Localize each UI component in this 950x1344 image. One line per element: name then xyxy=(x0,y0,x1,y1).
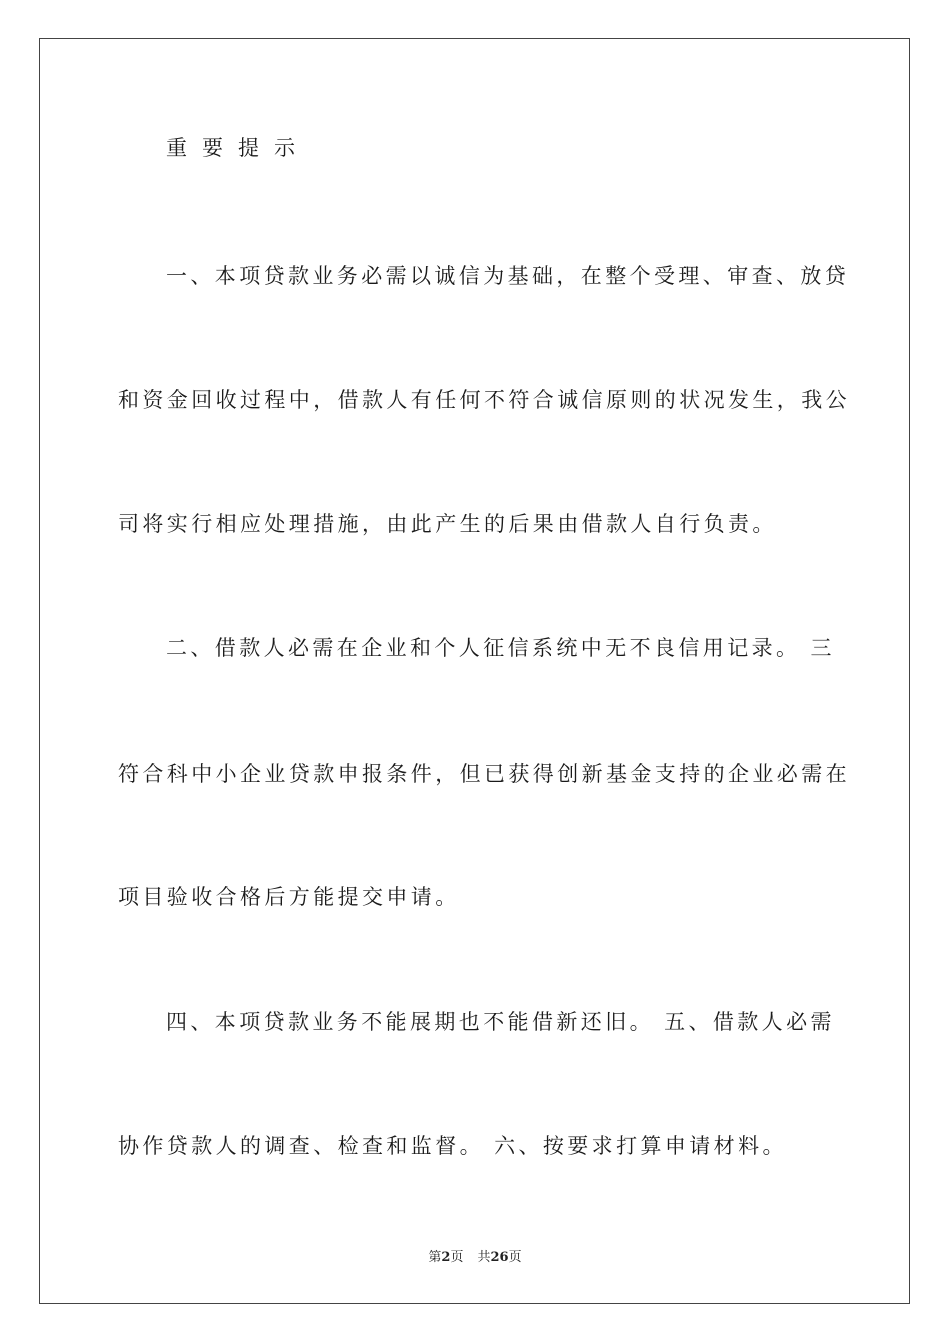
paragraph-line-7: 四、本项贷款业务不能展期也不能借新还旧。 五、借款人必需 xyxy=(166,1010,835,1034)
paragraph-line-5: 符合科中小企业贷款申报条件，但已获得创新基金支持的企业必需在 xyxy=(118,762,850,786)
page-number: 2 xyxy=(441,1250,451,1265)
paragraph-line-1: 一、本项贷款业务必需以诚信为基础，在整个受理、审查、放贷 xyxy=(166,264,850,288)
paragraph-line-3: 司将实行相应处理措施，由此产生的后果由借款人自行负责。 xyxy=(118,512,777,536)
paragraph-line-2: 和资金回收过程中，借款人有任何不符合诚信原则的状况发生，我公 xyxy=(118,388,850,412)
document-heading: 重要提示 xyxy=(166,136,310,160)
total-pages: 26 xyxy=(490,1250,509,1265)
page-suffix: 页 xyxy=(450,1250,464,1265)
page-prefix: 第 xyxy=(428,1250,442,1265)
paragraph-line-6: 项目验收合格后方能提交申请。 xyxy=(118,885,460,909)
paragraph-line-4: 二、借款人必需在企业和个人征信系统中无不良信用记录。 三 xyxy=(166,636,835,660)
total-prefix: 共 xyxy=(477,1250,491,1265)
total-suffix: 页 xyxy=(508,1250,522,1265)
paragraph-line-8: 协作贷款人的调查、检查和监督。 六、按要求打算申请材料。 xyxy=(118,1134,787,1158)
page-border xyxy=(39,38,910,1304)
page-footer xyxy=(0,1246,950,1265)
